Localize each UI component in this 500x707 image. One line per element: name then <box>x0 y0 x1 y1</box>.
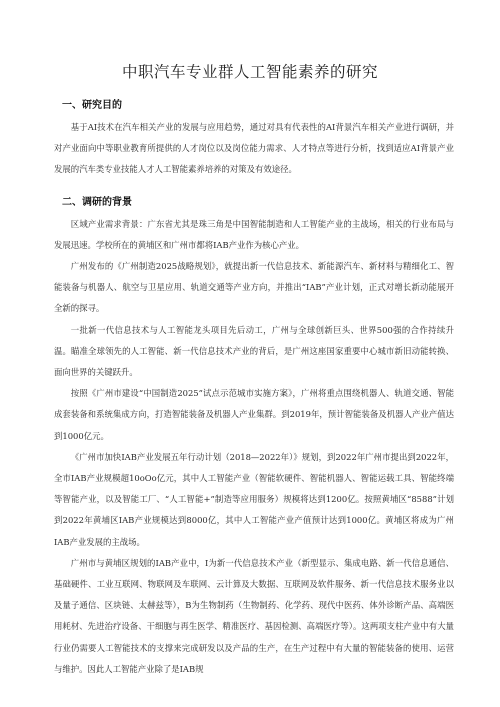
paragraph: 基于AI技术在汽车相关产业的发展与应用趋势，通过对具有代表性的AI背景汽车相关产业进行调研，并对产业面向中等职业教育所提供的人才岗位以及岗位能力需求、人才特点等进行分析，找到适应AI背景产业发展的汽车类专业技能人才人工智能素养培养的对策及有效途径。 <box>54 122 454 175</box>
section-heading-purpose: 一、研究目的 <box>62 100 122 111</box>
document-title: 中职汽车专业群人工智能素养的研究 <box>121 63 378 81</box>
document-body <box>54 96 454 680</box>
paragraph: 区域产业需求背景：广东省尤其是珠三角是中国智能制造和人工智能产业的主战场，相关的行业布局与发展迅速。学校所在的黄埔区和广州市都将IAB产业作为核心产业。 <box>54 218 454 250</box>
paragraph: 按照《广州市建设“中国制造2025”试点示范城市实施方案》，广州将重点围绕机器人、轨道交通、智能成套装备和系统集成方向，打造智能装备及机器人产业集群。到2019年，预计智能装备及机器人产业产值达到1000亿元。 <box>54 388 454 441</box>
paragraph: 广州发布的《广州制造2025战略规划》，就提出新一代信息技术、新能源汽车、新材料与精细化工、智能装备与机器人、航空与卫星应用、轨道交通等产业方向，并推出“IAB”产业计划，正式对增长新动能展开全新的探寻。 <box>54 261 454 314</box>
paragraph: 一批新一代信息技术与人工智能龙头项目先后动工，广州与全球创新巨头、世界500强的合作持续升温。瞄准全球领先的人工智能、新一代信息技术产业的背后，是广州这座国家重要中心城市新旧动能转换、面向世界的关键跃升。 <box>54 324 454 378</box>
paragraph: 《广州市加快IAB产业发展五年行动计划（2018—2022年）》规划，到2022年广州市提出到2022年，全市IAB产业规模超10oOo亿元，其中人工智能产业（智能软硬件、智能机器人、智能运载工具、智能终端等智能产业，以及智能工厂、“人工智能+”制造等应用服务）规模将达到1200亿。按照黄埔区“8588”计划到2022年黄埔区IAB产业规模达到8000亿，其中人工智能产业产值预计达到1000亿。黄埔区将成为广州IAB产业发展的主战场。 <box>54 451 454 547</box>
paragraph: 广州市与黄埔区规划的IAB产业中，I为新一代信息技术产业（新型显示、集成电路、新一代信息通信、基础硬件、工业互联网、物联网及车联网、云计算及大数据、互联网及软件服务、新一代信息技术服务业以及量子通信、区块链、太赫兹等），B为生物制药（生物制药、化学药、现代中医药、体外诊断产品、高端医用耗材、先进治疗设备、干细胞与再生医学、精准医疗、基因检测、高端医疗等）。这两项支柱产业中有大量行业仍需要人工智能技术的支撑来完成研发以及产品的生产，在生产过程中有大量的智能装备的使用、运营与维护。因此人工智能产业除了是IAB规 <box>54 557 454 674</box>
section-heading-background: 二、调研的背景 <box>62 196 132 208</box>
